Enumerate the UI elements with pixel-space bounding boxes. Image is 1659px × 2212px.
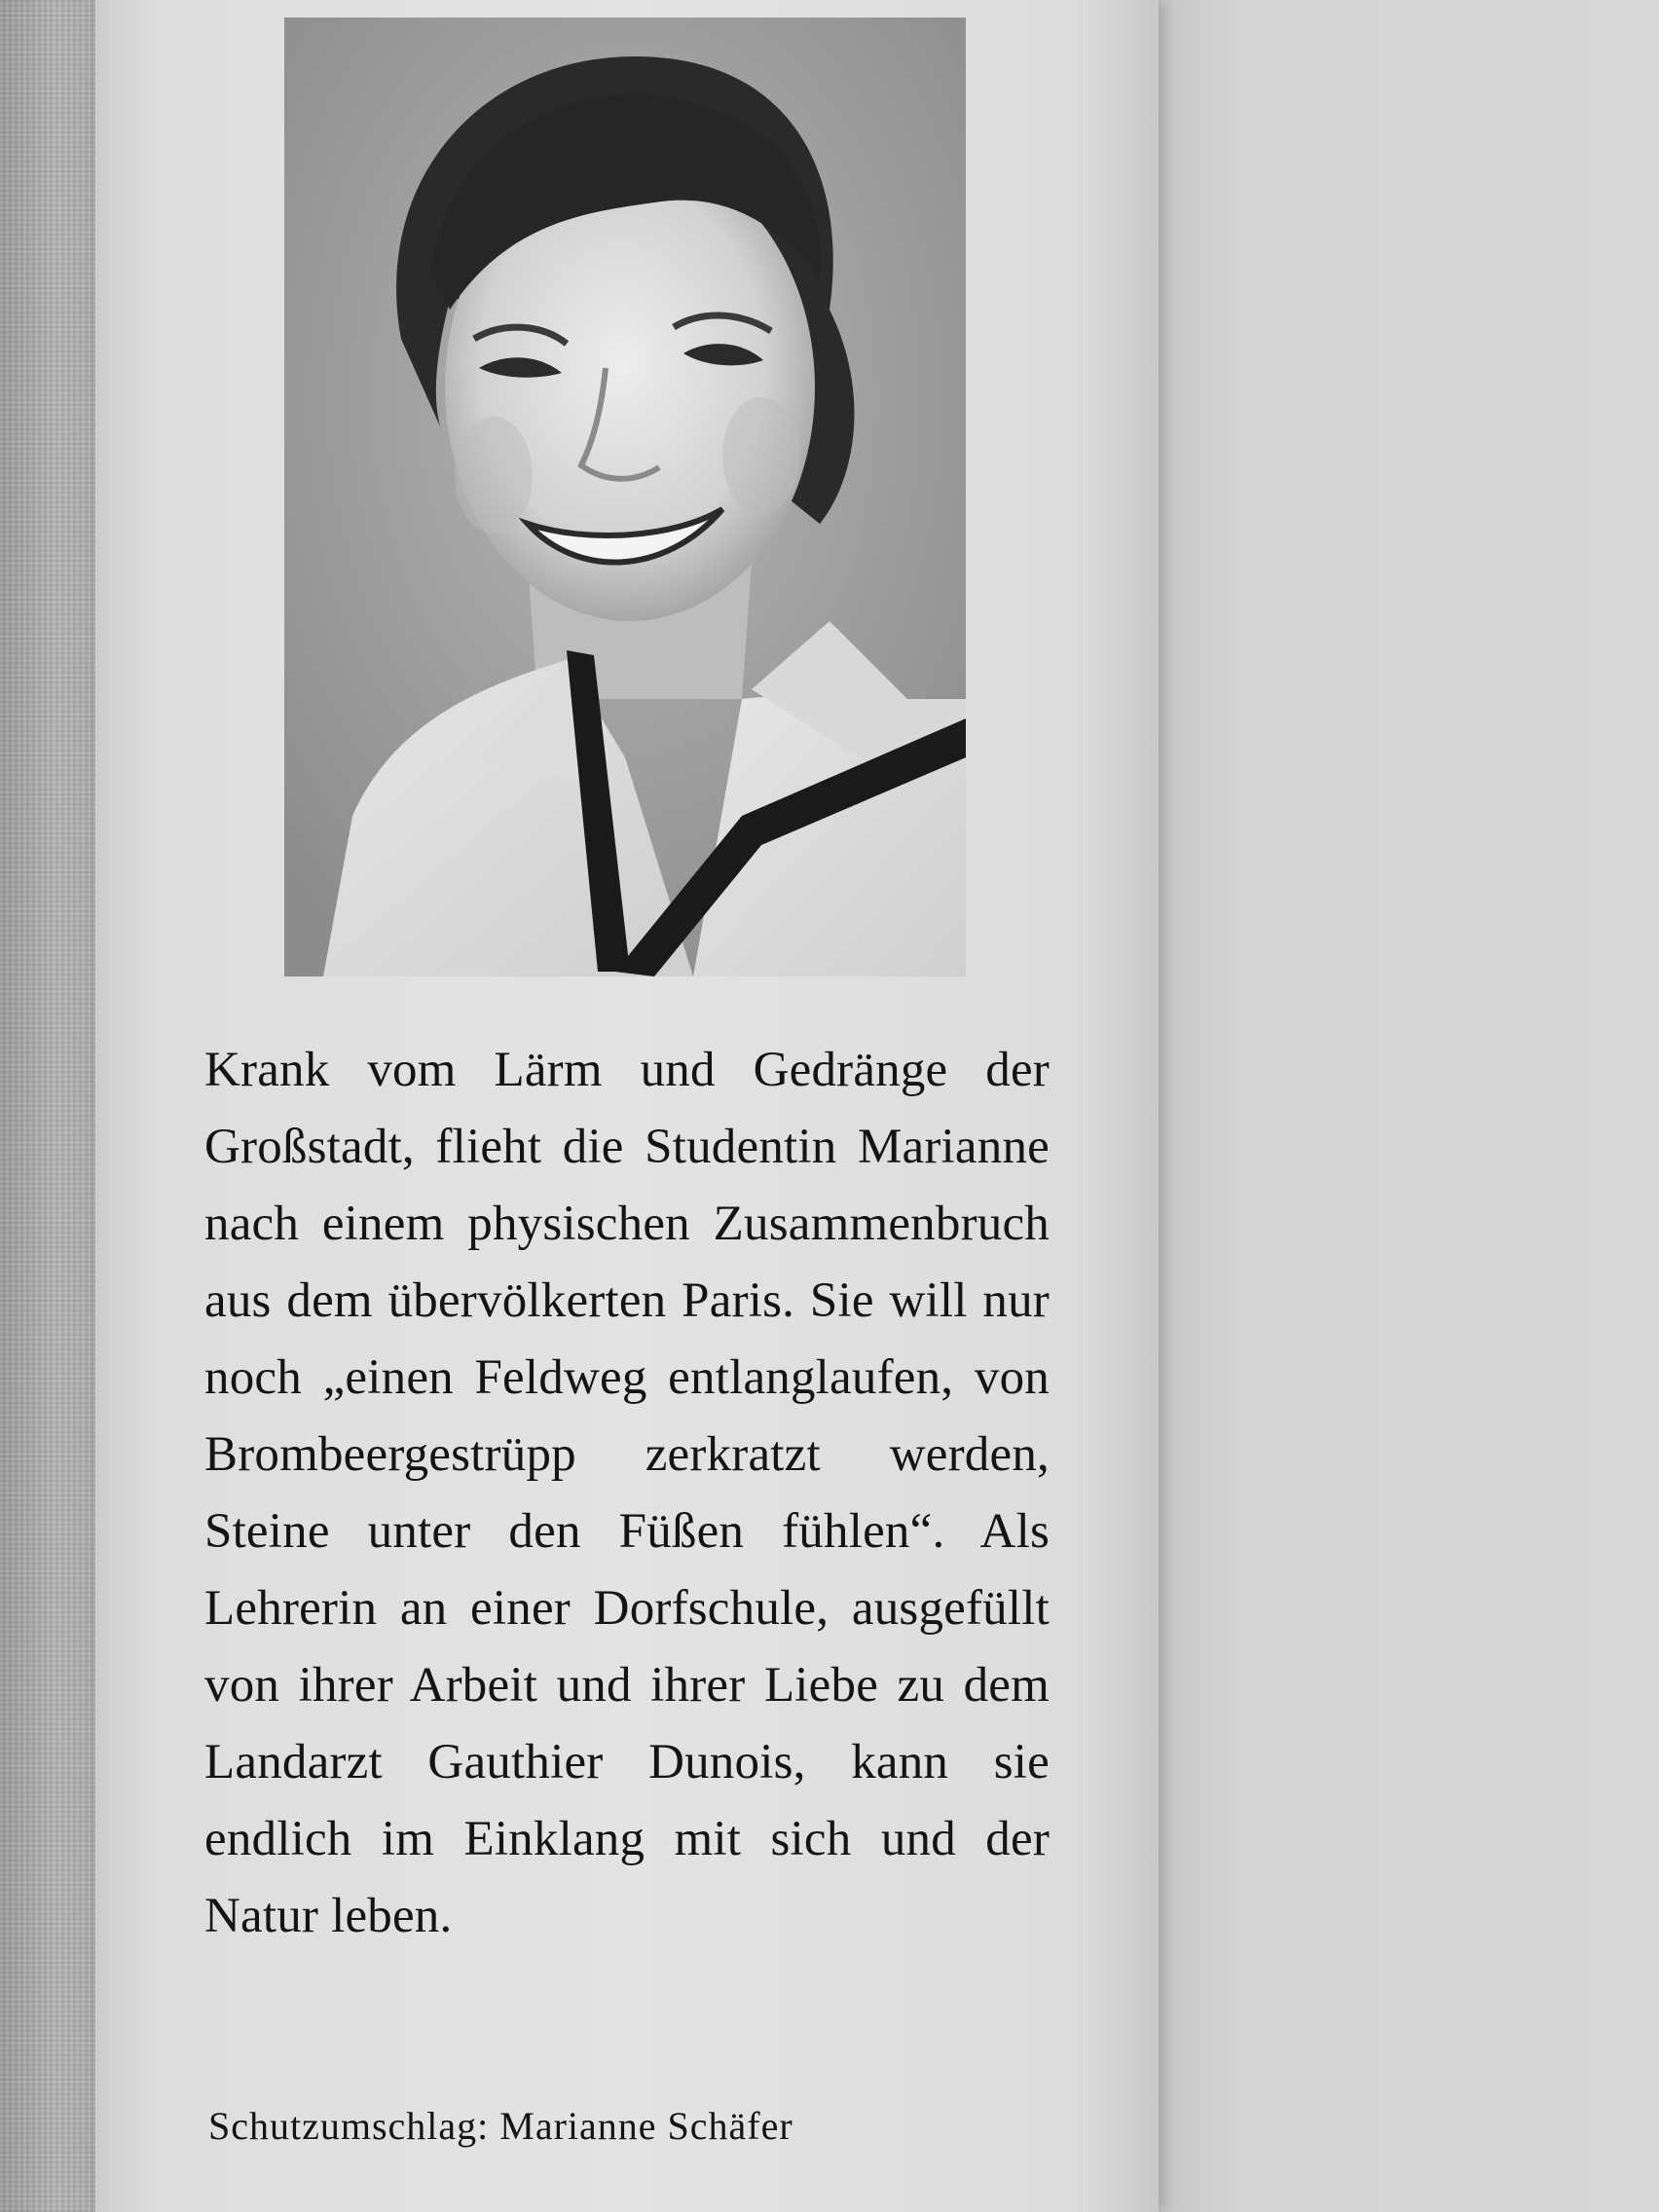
portrait-illustration — [284, 18, 966, 977]
cover-credit: Schutzumschlag: Marianne Schäfer — [208, 2104, 793, 2148]
author-portrait-photo — [284, 18, 966, 977]
blurb-paragraph: Krank vom Lärm und Gedränge der Großstadt, flieht die Studentin Marianne nach einem physischen Zusammenbruch aus dem übervölkerten Paris. Sie will nur noch „einen Feldweg entlanglaufen, von Brombeergestrüpp zerkratzt werden, Steine unter den Füßen fühlen“. Als Lehrerin an einer Dorfschule, ausgefüllt von ihrer Arbeit und ihrer Liebe zu dem Landarzt Gauthier Dunois, kann sie endlich im Einklang mit sich und der Natur leben. — [204, 1043, 1050, 1943]
book-cover-underlay — [1139, 0, 1659, 2212]
